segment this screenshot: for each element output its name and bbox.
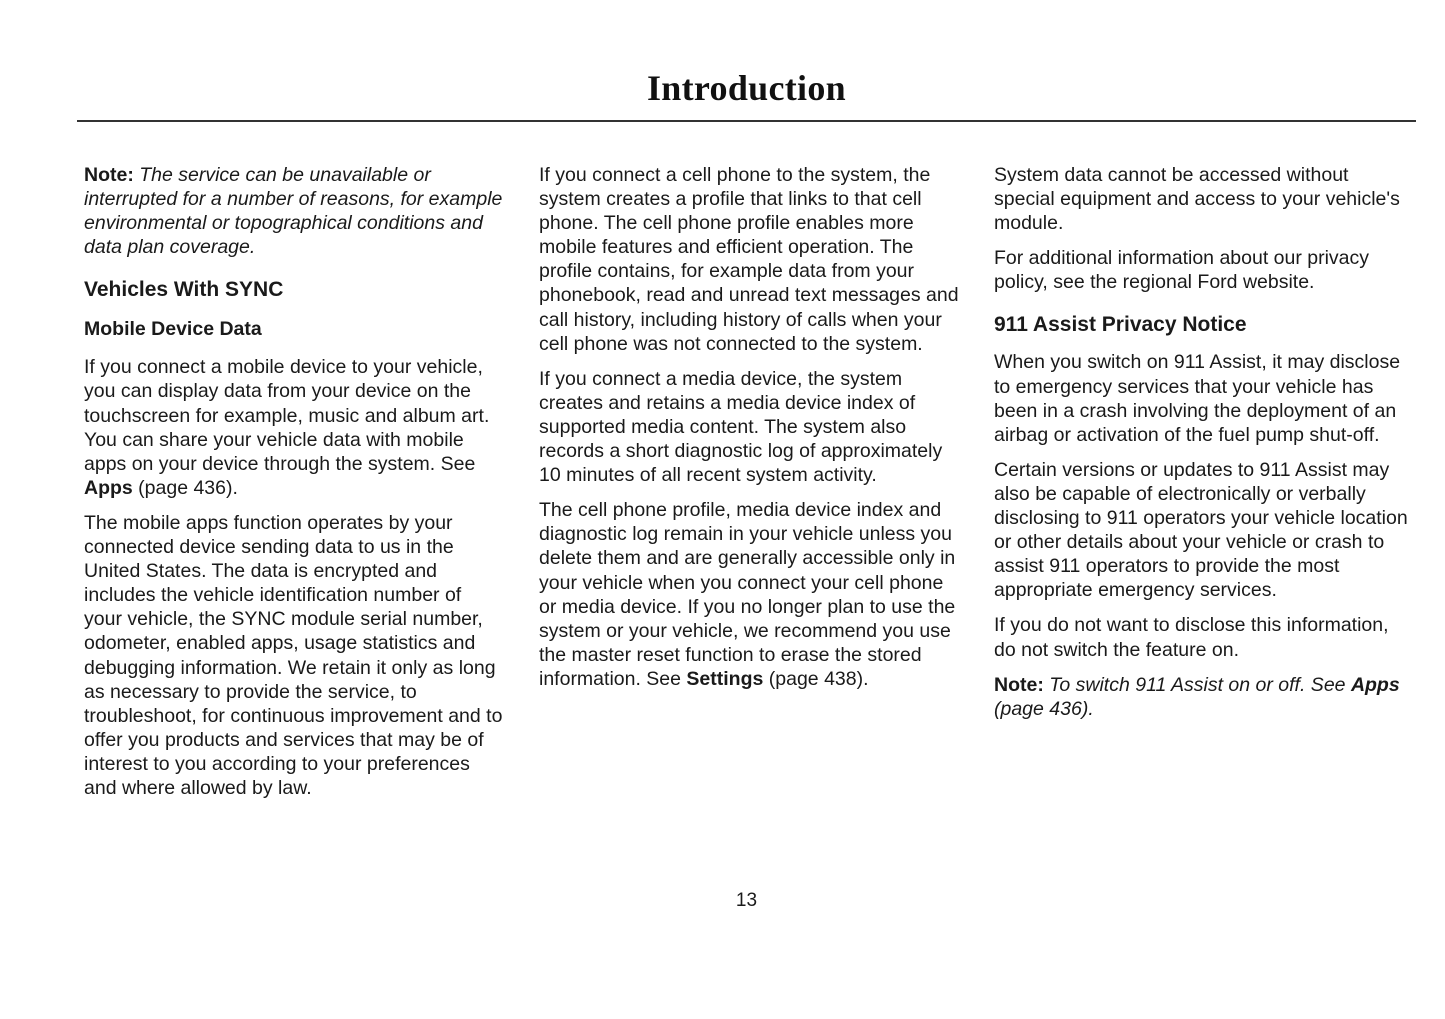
paragraph-text: The cell phone profile, media device index and diagnostic log remain in your vehicle unless you delete them and are generally accessible only in your vehicle when you connect your cell phone or media device. If you no longer plan to use the system or your vehicle, we recommend you use the master reset function to erase the stored information. See [539, 499, 956, 690]
page-header [0, 66, 1445, 110]
xref-settings-link[interactable]: Settings [686, 667, 764, 690]
page-number: 13 [735, 890, 758, 911]
paragraph-911-assist-disclose: When you switch on 911 Assist, it may disclose to emergency services that your vehicle has been in a crash involving the deployment of an airbag or activation of the fuel pump shut-off. [994, 351, 1401, 446]
paragraph-cell-phone-profile: If you connect a cell phone to the system, the system creates a profile that links to that cell phone. The cell phone profile enables more mobile features and efficient operation. The profile contains, for example data from your phonebook, read and unread text messages and call history, including history of calls when your cell phone was not connected to the system. [539, 164, 959, 355]
column-middle [539, 163, 959, 702]
paragraph-911-assist-versions: Certain versions or updates to 911 Assist may also be capable of electronically or verbally disclosing to 911 operators your vehicle location or other details about your vehicle or crash to assist 911 operators to provide the most appropriate emergency services. [994, 458, 1408, 602]
paragraph-system-data: System data cannot be accessed without special equipment and access to your vehicle's module. [994, 164, 1400, 235]
note-label: Note: [994, 673, 1044, 696]
column-left [84, 163, 504, 811]
note-text: The service can be unavailable or interrupted for a number of reasons, for example environmental or topographical conditions and data plan coverage. [84, 164, 503, 259]
xref-apps-link[interactable]: Apps [84, 476, 133, 499]
xref-page: (page 438). [763, 667, 869, 690]
service-note [84, 163, 504, 259]
911-assist-note [994, 673, 1414, 721]
page-title: Introduction [647, 68, 846, 108]
column-right [994, 163, 1414, 732]
xref-page: (page 436). [132, 476, 238, 499]
note-label: Note: [84, 164, 134, 186]
paragraph-data-retention [539, 498, 959, 691]
paragraph-media-device: If you connect a media device, the system creates and retains a media device index of supported media content. The system also records a short diagnostic log of approximately 10 minutes of all recent system activity. [539, 367, 943, 487]
section-heading-vehicles-with-sync: Vehicles With SYNC [84, 278, 284, 302]
xref-page: (page 436). [994, 697, 1094, 720]
paragraph-text: If you connect a mobile device to your vehicle, you can display data from your device on the touchscreen for example, music and album art. You can share your vehicle data with mobile apps on your device through the system. See [84, 356, 490, 475]
paragraph-privacy-policy: For additional information about our privacy policy, see the regional Ford website. [994, 247, 1370, 294]
note-text: To switch 911 Assist on or off. See [1043, 673, 1351, 696]
paragraph-911-assist-opt-out: If you do not want to disclose this information, do not switch the feature on. [994, 614, 1389, 661]
section-heading-911-assist-privacy: 911 Assist Privacy Notice [994, 313, 1247, 337]
subsection-heading-mobile-device-data: Mobile Device Data [84, 318, 262, 341]
paragraph-mobile-device [84, 355, 504, 500]
header-divider [77, 120, 1416, 122]
paragraph-mobile-apps-function: The mobile apps function operates by your connected device sending data to us in the United States. The data is encrypted and includes the vehicle identification number of your vehicle, the SYNC module serial number, odometer, enabled apps, usage statistics and debugging information. We retain it only as long as necessary to provide the service, to troubleshoot, for continuous improvement and to offer you products and services that may be of interest to you according to your preferences and where allowed by law. [84, 511, 503, 799]
xref-apps-link[interactable]: Apps [1350, 673, 1400, 696]
